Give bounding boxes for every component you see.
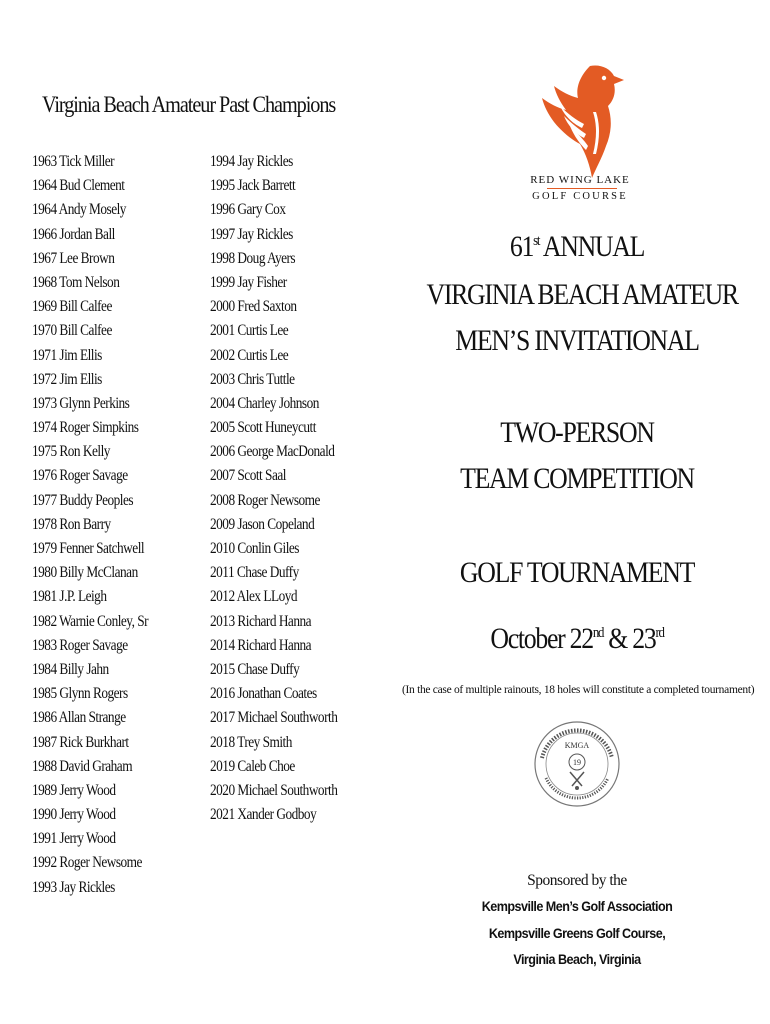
red-wing-logo-icon <box>540 62 630 180</box>
champion-entry: 2016 Jonathan Coates <box>210 685 317 703</box>
champion-entry: 1998 Doug Ayers <box>210 249 296 267</box>
champion-entry: 1971 Jim Ellis <box>32 346 102 364</box>
champion-entry: 1985 Glynn Rogers <box>32 685 128 703</box>
champion-entry: 2018 Trey Smith <box>210 733 292 751</box>
date-part-1: October 22 <box>490 622 593 655</box>
champion-entry: 1988 David Graham <box>32 757 133 775</box>
champions-column-2 <box>210 150 358 827</box>
date-part-2: & 23 <box>603 622 656 655</box>
seal-year: 19 <box>573 758 581 767</box>
champion-entry: 2010 Conlin Giles <box>210 540 299 557</box>
brand-subtitle: GOLF COURSE <box>532 191 628 202</box>
sponsor-association: Kempsville Men’s Golf Association <box>481 898 673 914</box>
annual-number: 61 <box>509 230 534 263</box>
champion-entry: 1996 Gary Cox <box>210 201 286 219</box>
format-line-1: TWO-PERSON <box>500 416 654 449</box>
date-ordinal-1: nd <box>592 625 604 641</box>
sponsor-location: Virginia Beach, Virginia <box>513 951 641 967</box>
champion-entry: 1990 Jerry Wood <box>32 806 116 824</box>
champion-entry: 2009 Jason Copeland <box>210 515 315 533</box>
sponsor-intro: Sponsored by the <box>527 872 627 889</box>
seal-center-text: KMGA <box>564 741 590 750</box>
champions-column-1 <box>32 150 167 900</box>
format-line-2: TEAM COMPETITION <box>460 462 694 495</box>
champion-entry: 1968 Tom Nelson <box>32 273 120 291</box>
champion-entry: 2014 Richard Hanna <box>210 636 312 654</box>
champion-entry: 1967 Lee Brown <box>32 249 115 267</box>
champion-entry: 1963 Tick Miller <box>32 153 115 170</box>
champion-entry: 2004 Charley Johnson <box>210 394 319 412</box>
date-ordinal-2: rd <box>655 625 664 641</box>
champion-entry: 1974 Roger Simpkins <box>32 419 139 437</box>
kmga-seal-icon <box>532 712 622 816</box>
brand-name: RED WING LAKE <box>530 174 630 186</box>
event-title: GOLF TOURNAMENT <box>459 556 695 589</box>
event-dates <box>427 622 728 656</box>
champion-entry: 2003 Chris Tuttle <box>210 370 295 388</box>
champion-entry: 1994 Jay Rickles <box>210 153 293 170</box>
champion-entry: 2020 Michael Southworth <box>210 781 338 799</box>
champion-entry: 2001 Curtis Lee <box>210 322 289 340</box>
champion-entry: 1964 Andy Mosely <box>32 201 126 219</box>
champion-entry: 2019 Caleb Choe <box>210 757 295 775</box>
tournament-name: VIRGINIA BEACH AMATEUR <box>426 278 738 311</box>
champion-entry: 1979 Fenner Satchwell <box>32 540 145 557</box>
champion-entry: 2015 Chase Duffy <box>210 660 300 678</box>
champion-entry: 1976 Roger Savage <box>32 467 128 485</box>
past-champions-title: Virginia Beach Amateur Past Champions <box>42 92 336 117</box>
champion-entry: 2011 Chase Duffy <box>210 564 299 582</box>
champion-entry: 1969 Bill Calfee <box>32 298 112 316</box>
champion-entry: 1984 Billy Jahn <box>32 660 109 678</box>
annual-heading <box>427 230 728 264</box>
champion-entry: 2000 Fred Saxton <box>210 298 297 316</box>
champion-entry: 2007 Scott Saal <box>210 467 286 485</box>
champion-entry: 1981 J.P. Leigh <box>32 588 107 606</box>
champion-entry: 1966 Jordan Ball <box>32 225 115 243</box>
champion-entry: 1989 Jerry Wood <box>32 781 116 799</box>
champion-entry: 1995 Jack Barrett <box>210 177 296 195</box>
champion-entry: 2012 Alex LLoyd <box>210 588 298 606</box>
champion-entry: 1982 Warnie Conley, Sr <box>32 612 149 630</box>
champion-entry: 1997 Jay Rickles <box>210 225 293 243</box>
champion-entry: 1986 Allan Strange <box>32 709 126 727</box>
champion-entry: 2005 Scott Huneycutt <box>210 419 316 437</box>
annual-word: ANNUAL <box>539 230 645 263</box>
champion-entry: 1964 Bud Clement <box>32 177 125 195</box>
champion-entry: 1992 Roger Newsome <box>32 854 142 872</box>
champion-entry: 1978 Ron Barry <box>32 515 111 533</box>
tournament-subtitle: MEN’S INVITATIONAL <box>455 324 699 357</box>
champion-entry: 2017 Michael Southworth <box>210 709 338 727</box>
champion-entry: 1987 Rick Burkhart <box>32 733 129 751</box>
champion-entry: 1972 Jim Ellis <box>32 370 102 388</box>
annual-ordinal: st <box>533 233 540 249</box>
champion-entry: 2021 Xander Godboy <box>210 806 317 824</box>
champion-entry: 1993 Jay Rickles <box>32 878 115 896</box>
champion-entry: 1991 Jerry Wood <box>32 830 116 848</box>
champion-entry: 2002 Curtis Lee <box>210 346 289 364</box>
champion-entry: 1970 Bill Calfee <box>32 322 112 340</box>
champion-entry: 2006 George MacDonald <box>210 443 335 461</box>
champion-entry: 1973 Glynn Perkins <box>32 394 130 412</box>
champion-entry: 1999 Jay Fisher <box>210 273 287 291</box>
sponsor-course: Kempsville Greens Golf Course, <box>488 925 666 941</box>
champion-entry: 1977 Buddy Peoples <box>32 491 134 509</box>
champion-entry: 1975 Ron Kelly <box>32 443 110 461</box>
champion-entry: 2008 Roger Newsome <box>210 491 320 509</box>
brand-underline <box>547 188 617 189</box>
champion-entry: 1980 Billy McClanan <box>32 564 138 582</box>
champion-entry: 1983 Roger Savage <box>32 636 128 654</box>
rainout-note: (In the case of multiple rainouts, 18 holes will constitute a completed tournament) <box>402 684 755 696</box>
champion-entry: 2013 Richard Hanna <box>210 612 312 630</box>
